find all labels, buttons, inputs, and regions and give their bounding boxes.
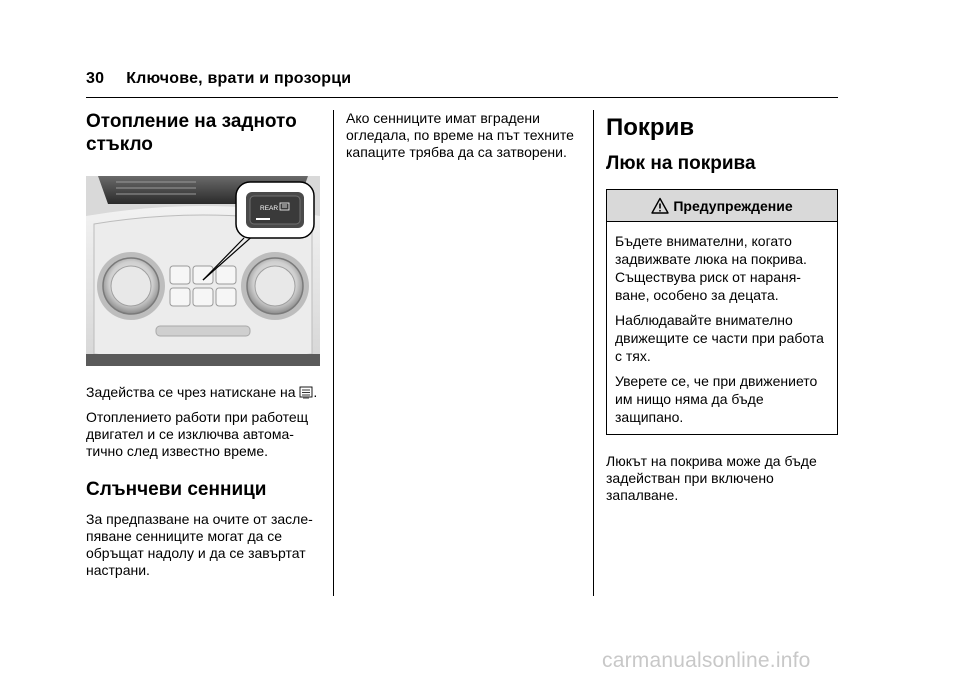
warning-paragraph-1: Бъдете внимателни, когато задвижвате люка на покрива. Съществува риск от нараня-ване, особено за децата. bbox=[615, 233, 807, 303]
paragraph-sun-visors: За предпазване на очите от засле-пяване сенниците могат да се обръщат надолу и да се завъртат настрани. bbox=[86, 511, 313, 578]
paragraph-sunroof-operation: Люкът на покрива може да бъде задействан при включено запалване. bbox=[606, 453, 817, 503]
paragraph-visor-mirrors: Ако сенниците имат вградени огледала, по време на път техните капаците трябва да са затворени. bbox=[346, 110, 574, 160]
paragraph-activation: Задейства се чрез натискане на . bbox=[86, 384, 318, 400]
column-3 bbox=[606, 110, 838, 504]
heading-sunroof: Люк на покрива bbox=[606, 153, 756, 174]
watermark: carmanualsonline.info bbox=[602, 649, 811, 672]
chapter-title: Ключове, врати и прозорци bbox=[126, 70, 352, 87]
heading-sun-visors: Слънчеви сенници bbox=[86, 479, 267, 500]
heading-roof: Покрив bbox=[606, 114, 695, 141]
warning-body bbox=[607, 222, 837, 434]
warning-title: Предупреждение bbox=[673, 197, 793, 214]
header-rule bbox=[86, 97, 838, 98]
dashboard-illustration bbox=[86, 176, 320, 366]
warning-triangle-icon bbox=[651, 197, 669, 215]
paragraph-heating-operation: Отоплението работи при работещ двигател и се изключва автома-тично след известно време. bbox=[86, 409, 309, 459]
dashboard-figure bbox=[86, 176, 320, 366]
page-header bbox=[86, 70, 351, 88]
column-1 bbox=[86, 110, 320, 579]
column-2 bbox=[346, 110, 580, 161]
warning-header bbox=[607, 190, 837, 222]
warning-box bbox=[606, 189, 838, 435]
column-divider-1 bbox=[333, 110, 334, 596]
rear-button-label: REAR bbox=[260, 205, 279, 212]
column-divider-2 bbox=[593, 110, 594, 596]
page-number: 30 bbox=[86, 70, 105, 87]
warning-paragraph-3: Уверете се, че при движението им нищо няма да бъде защипано. bbox=[615, 373, 818, 425]
rear-defrost-icon bbox=[299, 386, 313, 400]
heading-rear-window-heating: Отопление на задното стъкло bbox=[86, 111, 297, 155]
warning-paragraph-2: Наблюдавайте внимателно движещите се части при работа с тях. bbox=[615, 312, 824, 364]
